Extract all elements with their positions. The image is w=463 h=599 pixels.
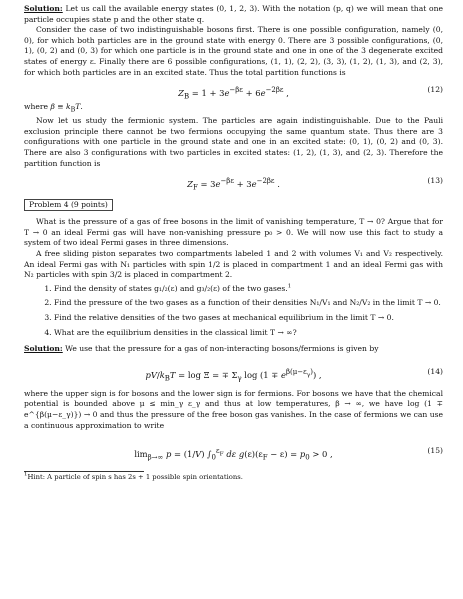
equation-14: [24, 360, 443, 384]
footnote-number: 1: [24, 471, 28, 478]
solution-2-text: We use that the pressure for a gas of non-interacting bosons/fermions is given by: [62, 344, 379, 354]
boson-paragraph: Consider the case of two indistinguishable bosons first. There is one possible configuration, namely (0, 0), for which both particles are in the ground state with energy 0. There are 3 possible configurations, (0, 1), (0, 2) and (0, 3) for which one particle is in the ground state and one in one of the 3 degenerate excited states of energy ε. Finally there are 6 possible configurations, (1, 1), (2, 2), (3, 3), (1, 2), (1, 3), and (2, 3), for which both particles are in an excited state. Thus the total partition functions is: [24, 25, 443, 77]
equation-13-body: $Z_F = 3e^{-\beta\varepsilon} + 3e^{-2\beta\varepsilon}$ .: [187, 177, 280, 192]
problem-4-setup: A free sliding piston separates two compartments labeled 1 and 2 with volumes V₁ and V₂ respectively. An ideal Fermi gas with N₁ particles with spin 1/2 is placed in compartment 1 and an ideal Fermi gas with N₂ particles with spin 3/2 is placed in compartment 2.: [24, 249, 443, 280]
problem-4-heading: Problem 4 (9 points): [24, 199, 113, 211]
solution-label: Solution:: [24, 4, 63, 13]
equation-12: [24, 83, 443, 101]
footnote: [24, 473, 443, 482]
boson-pressure-paragraph: where the upper sign is for bosons and the lower sign is for fermions. For bosons we have that the chemical potential is bounded above μ ≤ min_γ ε_γ and thus at low temperatures, β → ∞, we have log (1 ∓ e^{β(μ−ε_γ)}) → 0 and thus the pressure of the free boson gas vanishes. In the case of fermions we can use a continuous approximation to write: [24, 388, 443, 430]
footnote-marker: 1: [287, 283, 292, 290]
problem-4-questions: [24, 284, 443, 338]
solution-2-paragraph: [24, 344, 443, 355]
solution-1-paragraph: [24, 4, 443, 25]
solution-label-2: Solution:: [24, 344, 63, 354]
equation-12-number: (12): [427, 85, 443, 95]
equation-12-body: $Z_B = 1 + 3e^{-\beta\varepsilon} + 6e^{-2\beta\varepsilon}$ ,: [178, 86, 289, 101]
equation-13-number: (13): [427, 176, 443, 186]
question-3: 3. Find the relative densities of the two gases at mechanical equilibrium in the limit T → 0.: [54, 313, 443, 324]
equation-15: [24, 436, 443, 466]
equation-15-number: (15): [427, 446, 443, 456]
problem-4-intro: What is the pressure of a gas of free bosons in the limit of vanishing temperature, T → 0? Argue that for T → 0 an ideal Fermi gas will have non-vanishing pressure p₀ > 0. We will now use this fact to study a system of two ideal Fermi gases in three dimensions.: [24, 217, 443, 248]
where-beta-line: where $\beta \equiv k_BT$.: [24, 102, 83, 114]
question-2: 2. Find the pressure of the two gases as a function of their densities N₁/V₁ and N₂/V₂ in the limit T → 0.: [54, 298, 443, 309]
solution-1-text: Let us call the available energy states (0, 1, 2, 3). With the notation (p, q) we will mean that one particle occupies state p and the other state q.: [24, 4, 443, 24]
equation-13: [24, 174, 443, 192]
fermion-paragraph: Now let us study the fermionic system. The particles are again indistinguishable. Due to the Pauli exclusion principle there cannot be two fermions occupying the same quantum state. Thus there are 3 configurations with one particle in the ground state and one in an excited state: (0, 1), (0, 2) and (0, 3). There are also 3 configurations with two particles in excited states: (1, 2), (1, 3), and (2, 3). Therefore the partition function is: [24, 116, 443, 168]
equation-15-body: $\lim_{\beta\to\infty} p = (1/V)$ $\int_0^{\varepsilon_F}$ dε $g(\varepsilon)(\varepsilon_F - \varepsilon) = p_0 > 0$ ,: [134, 447, 333, 462]
question-1: 1. Find the density of states g₁/₂(ε) and g₃/₂(ε) of the two gases.$^1$: [54, 284, 443, 295]
footnote-text: Hint: A particle of spin s has 2s + 1 possible spin orientations.: [27, 473, 243, 482]
question-4: 4. What are the equilibrium densities in the classical limit T → ∞?: [54, 328, 443, 339]
footnote-divider: [24, 471, 144, 472]
equation-14-number: (14): [427, 366, 443, 376]
equation-14-body: $pV/k_BT = \log \Xi$ = ∓ $\Sigma_\gamma$ $\log (1 \mp e^{\beta(\mu-\varepsilon_\gamma)})$ ,: [145, 367, 322, 383]
